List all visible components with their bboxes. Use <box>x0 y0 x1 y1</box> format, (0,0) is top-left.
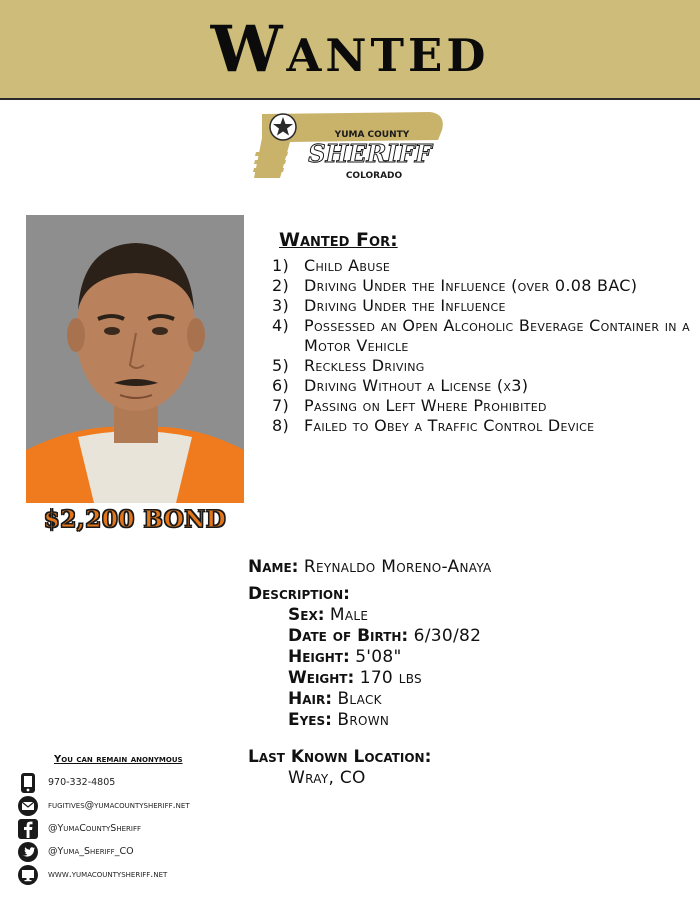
description-list <box>248 605 688 731</box>
twitter-handle[interactable]: @Yuma_Sheriff_CO <box>48 846 134 857</box>
sex-row: Sex: Male <box>288 605 369 625</box>
charge-item: 7) Passing on Left Where Prohibited <box>272 396 547 415</box>
facebook-handle[interactable]: @YumaCountySheriff <box>48 823 142 834</box>
mugshot-photo <box>26 215 244 503</box>
location-value: Wray, CO <box>288 768 366 788</box>
contact-facebook <box>16 817 246 840</box>
logo-state: COLORADO <box>345 171 403 181</box>
description-heading: Description: <box>248 584 350 604</box>
logo-sheriff: SHERIFF <box>308 139 432 168</box>
facebook-icon <box>16 818 40 840</box>
star-badge-icon <box>270 114 296 140</box>
monitor-icon <box>16 864 40 886</box>
charge-item: 8) Failed to Obey a Traffic Control Device <box>272 416 595 435</box>
charge-item: 6) Driving Without a License (x3) <box>272 376 529 395</box>
charges-list <box>272 256 692 436</box>
weight-row: Weight: 170 lbs <box>288 668 422 688</box>
name-row <box>248 557 688 578</box>
banner-title: Wanted <box>210 11 490 87</box>
contact-email <box>16 794 246 817</box>
bond-amount: $2,200 BOND <box>43 506 227 533</box>
location-heading: Last Known Location: <box>248 747 432 767</box>
twitter-icon <box>16 841 40 863</box>
wanted-for-heading: Wanted For: <box>279 229 398 251</box>
contact-twitter <box>16 840 246 863</box>
logo-county: YUMA COUNTY <box>334 130 410 140</box>
contact-panel <box>16 754 246 886</box>
website-url[interactable]: www.yumacountysheriff.net <box>48 869 168 880</box>
anonymous-note: You can remain anonymous <box>54 754 183 765</box>
hair-row: Hair: Black <box>288 689 382 709</box>
charge-item: 3) Driving Under the Influence <box>272 296 506 315</box>
eyes-row: Eyes: Brown <box>288 710 390 730</box>
phone-icon <box>16 772 40 794</box>
charge-item: 1) Child Abuse <box>272 256 391 275</box>
sheriff-logo <box>250 108 450 184</box>
contact-phone <box>16 771 246 794</box>
wanted-banner <box>0 0 700 100</box>
name-label: Name: <box>248 557 299 577</box>
person-details <box>248 557 688 789</box>
name-value: Reynaldo Moreno-Anaya <box>303 557 492 577</box>
phone-number[interactable]: 970-332-4805 <box>48 777 116 788</box>
charge-item: 2) Driving Under the Influence (over 0.08 BAC) <box>272 276 638 295</box>
charge-item: 4) Possessed an Open Alcoholic Beverage Container in a Motor Vehicle <box>272 316 690 355</box>
dob-row: Date of Birth: 6/30/82 <box>288 626 482 646</box>
email-icon <box>16 795 40 817</box>
email-address[interactable]: fugitives@yumacountysheriff.net <box>48 800 190 811</box>
charge-item: 5) Reckless Driving <box>272 356 425 375</box>
contact-website <box>16 863 246 886</box>
height-row: Height: 5'08" <box>288 647 402 667</box>
